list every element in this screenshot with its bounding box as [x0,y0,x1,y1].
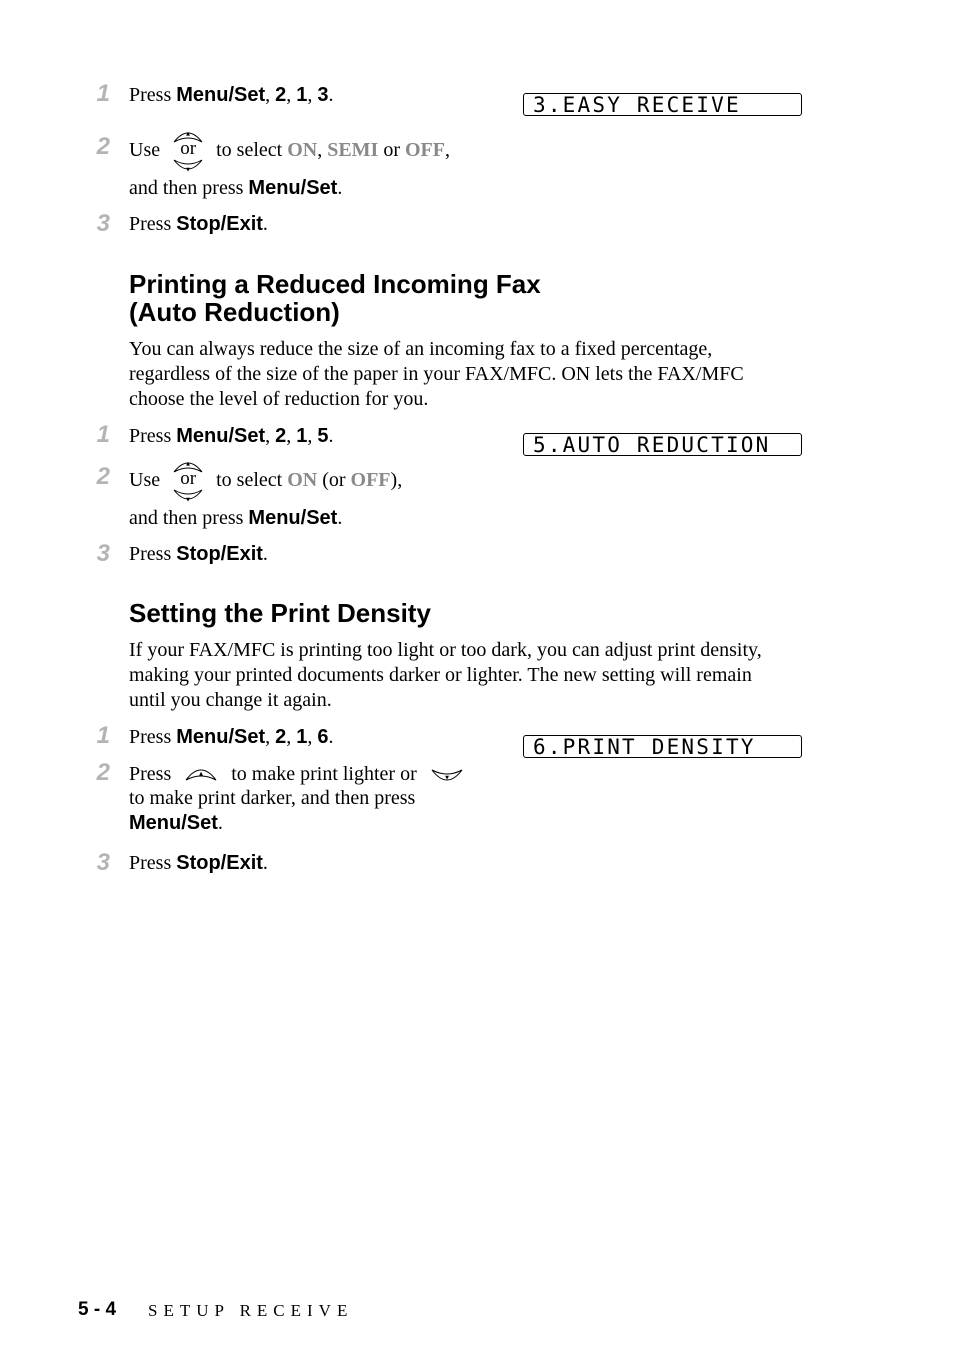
paragraph-line: choose the level of reduction for you. [129,388,429,410]
paragraph-line: making your printed documents darker or lighter. The new setting will remain [129,664,752,686]
step-1-text [129,83,334,108]
key-name: Menu/Set [248,177,338,199]
separator: ), [390,469,403,491]
step-text: to make print lighter or [231,763,417,785]
step-2-text [129,125,450,175]
separator: , [286,84,297,106]
separator: , [286,726,297,748]
punctuation: . [217,812,223,834]
punctuation: . [328,726,334,748]
step-text: Press [129,213,177,235]
separator: , [307,84,318,106]
section-heading: Setting the Print Density [129,598,431,628]
step-number-1: 1 [96,722,110,749]
paragraph-line: regardless of the size of the paper in your FAX/MFC. ON lets the FAX/MFC [129,363,744,385]
lcd-display: 3.EASY RECEIVE [523,93,802,116]
step-number-1: 1 [96,80,110,107]
key-name: Menu/Set [176,726,266,748]
key-name: 1 [296,425,308,447]
step-3-text [129,212,268,237]
key-name: 2 [275,726,287,748]
svg-text:▲: ▲ [186,131,191,138]
lcd-display: 6.PRINT DENSITY [523,735,802,758]
separator: , [286,425,297,447]
svg-text:▲: ▲ [186,461,191,468]
step-number-1: 1 [96,421,110,448]
step-text: Press [129,852,177,874]
step-1-text [129,725,334,750]
punctuation: . [337,177,343,199]
option-value: SEMI [327,139,379,161]
punctuation: . [337,507,343,529]
down-arrow-key-icon [430,766,464,784]
paragraph-line: until you change it again. [129,689,332,711]
separator: , [307,726,318,748]
key-name: 2 [275,84,287,106]
step-number-2: 2 [96,759,110,786]
key-name: 2 [275,425,287,447]
separator: , [307,425,318,447]
step-1-text [129,424,334,449]
punctuation: . [262,213,268,235]
or-label: or [180,138,197,160]
step-2-continued [129,506,342,531]
step-text: Press [129,84,177,106]
step-number-3: 3 [96,210,110,237]
punctuation: . [262,543,268,565]
separator: , [317,139,328,161]
step-text: Press [129,726,177,748]
key-name: Menu/Set [176,84,266,106]
key-name: Menu/Set [248,507,338,529]
section-heading: Printing a Reduced Incoming Fax [129,269,541,299]
step-text: to select [216,469,288,491]
separator: , [265,425,276,447]
up-or-down-keys-icon [171,456,205,506]
step-text: Use [129,139,161,161]
section-heading-line-2: (Auto Reduction) [129,297,340,327]
option-value: OFF [350,469,391,491]
step-2-text [129,455,402,505]
key-name: 6 [317,726,329,748]
key-name: Stop/Exit [176,543,263,565]
step-text: Press [129,543,177,565]
svg-text:▼: ▼ [444,775,449,782]
separator: , [445,139,450,161]
key-name: 1 [296,726,308,748]
paragraph-line: If your FAX/MFC is printing too light or too dark, you can adjust print density, [129,639,762,661]
paragraph-line: You can always reduce the size of an incoming fax to a fixed percentage, [129,338,713,360]
up-arrow-key-icon [184,766,218,784]
step-number-2: 2 [96,133,110,160]
separator: , [265,84,276,106]
step-number-3: 3 [96,849,110,876]
step-text: to select [216,139,288,161]
step-2-continued: to make print darker, and then press [129,787,416,809]
step-number-3: 3 [96,540,110,567]
key-name: 3 [317,84,329,106]
key-name: Stop/Exit [176,213,263,235]
option-value: OFF [405,139,445,161]
step-2-continued [129,176,342,201]
punctuation: . [328,84,334,106]
svg-text:▼: ▼ [186,497,191,504]
step-text: and then press [129,507,249,529]
or-label: or [180,468,197,490]
lcd-display: 5.AUTO REDUCTION [523,433,802,456]
step-3-text [129,851,268,876]
up-or-down-keys-icon [171,126,205,176]
key-name: Menu/Set [129,812,218,834]
step-number-2: 2 [96,463,110,490]
svg-text:▲: ▲ [199,771,204,778]
step-text: Press [129,763,172,785]
chapter-title: SETUP RECEIVE [148,1301,354,1320]
page-number: 5 - 4 [78,1299,117,1320]
step-2-continued-2 [129,811,223,836]
step-text: and then press [129,177,249,199]
separator: (or [317,469,351,491]
key-name: 5 [317,425,329,447]
option-value: ON [287,139,318,161]
separator: or [378,139,405,161]
key-name: Menu/Set [176,425,266,447]
svg-text:▼: ▼ [186,167,191,174]
step-3-text [129,542,268,567]
key-name: Stop/Exit [176,852,263,874]
key-name: 1 [296,84,308,106]
punctuation: . [262,852,268,874]
separator: , [265,726,276,748]
punctuation: . [328,425,334,447]
step-2-text [129,762,464,787]
step-text: Press [129,425,177,447]
step-text: Use [129,469,161,491]
option-value: ON [287,469,318,491]
